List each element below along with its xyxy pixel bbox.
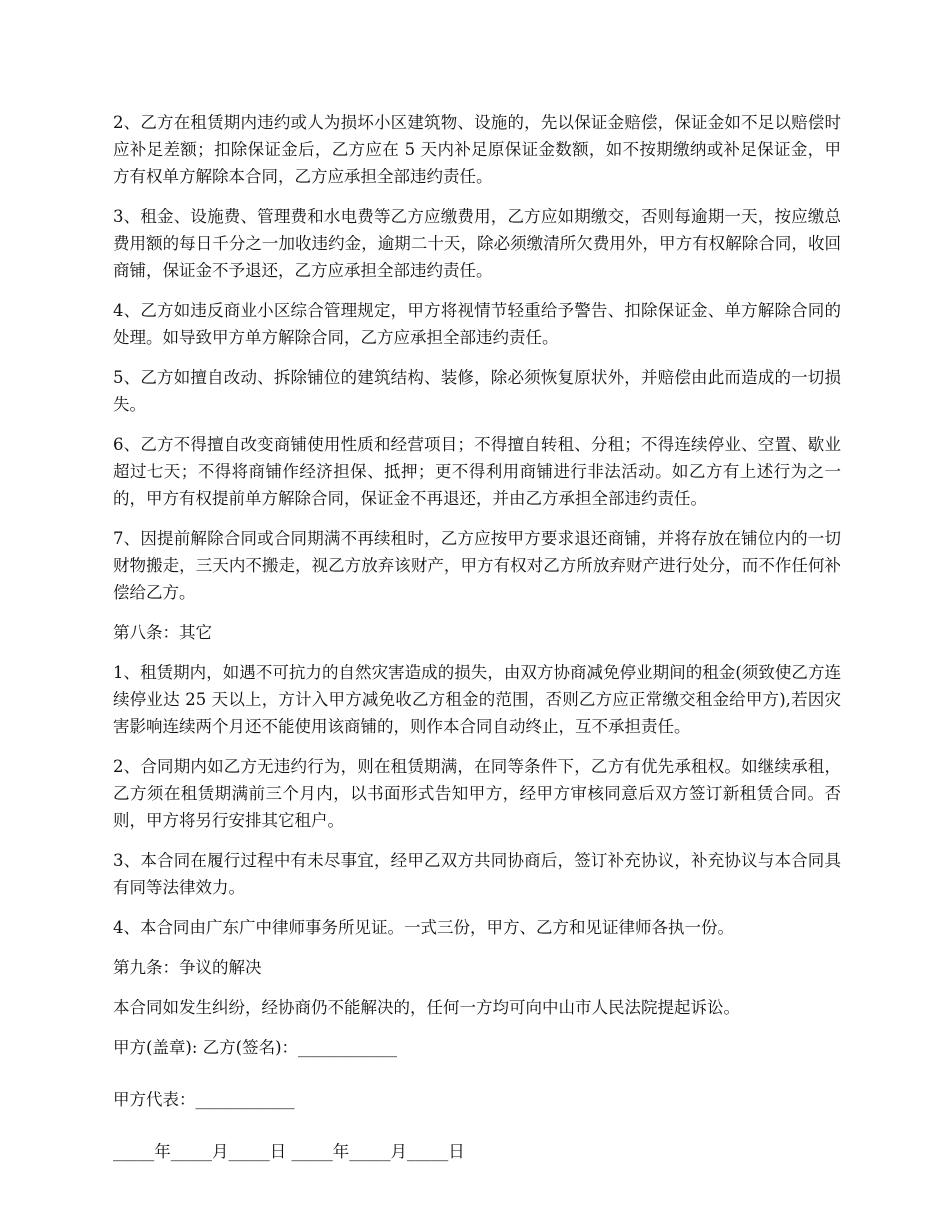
clause-7-5: 5、乙方如擅自改动、拆除铺位的建筑结构、装修，除必须恢复原状外，并赔偿由此而造成的一切损失。 — [113, 368, 841, 414]
clause-7-2: 2、乙方在租赁期内违约或人为损坏小区建筑物、设施的，先以保证金赔偿，保证金如不足以赔偿时应补足差额；扣除保证金后，乙方应在 5 天内补足原保证金数额，如不按期缴纳或补足保证金，甲方有权单方解除本合同，乙方应承担全部违约责任。 — [113, 113, 841, 186]
signature-date-line: _____年_____月_____日 _____年_____月_____日 — [113, 1142, 465, 1161]
document-body — [113, 109, 841, 1190]
clause-7-3: 3、租金、设施费、管理费和水电费等乙方应缴费用，乙方应如期缴交，否则每逾期一天，按应缴总费用额的每日千分之一加收违约金，逾期二十天，除必须缴清所欠费用外，甲方有权解除合同，收回商铺，保证金不予退还，乙方应承担全部违约责任。 — [113, 207, 841, 280]
clause-7-6: 6、乙方不得擅自改变商铺使用性质和经营项目；不得擅自转租、分租；不得连续停业、空置、歇业超过七天；不得将商铺作经济担保、抵押；更不得利用商铺进行非法活动。如乙方有上述行为之一的，甲方有权提前单方解除合同，保证金不再退还，并由乙方承担全部违约责任。 — [113, 435, 841, 508]
clause-8-2: 2、合同期内如乙方无违约行为，则在租赁期满，在同等条件下，乙方有优先承租权。如继续承租，乙方须在租赁期满前三个月内，以书面形式告知甲方，经甲方审核同意后双方签订新租赁合同。否则，甲方将另行安排其它租户。 — [113, 757, 841, 830]
clause-7-7: 7、因提前解除合同或合同期满不再续租时，乙方应按甲方要求退还商铺，并将存放在铺位内的一切财物搬走，三天内不搬走，视乙方放弃该财产，甲方有权对乙方所放弃财产进行处分，而不作任何补偿给乙方。 — [113, 529, 841, 602]
clause-8-1: 1、租赁期内，如遇不可抗力的自然灾害造成的损失，由双方协商减免停业期间的租金(须致使乙方连续停业达 25 天以上，方计入甲方减免收乙方租金的范围，否则乙方应正常缴交租金给甲方),若因灾害影响连续两个月还不能使用该商铺的，则作本合同自动终止，互不承担责任。 — [113, 663, 841, 736]
clause-9-text: 本合同如发生纠纷，经协商仍不能解决的，任何一方均可向中山市人民法院提起诉讼。 — [113, 998, 740, 1017]
signature-representative-line: 甲方代表：____________ — [113, 1090, 295, 1109]
signature-parties-line: 甲方(盖章): 乙方(签名)：____________ — [113, 1038, 398, 1057]
article-9-heading: 第九条：争议的解决 — [113, 958, 262, 977]
clause-7-4: 4、乙方如违反商业小区综合管理规定，甲方将视情节轻重给予警告、扣除保证金、单方解除合同的处理。如导致甲方单方解除合同，乙方应承担全部违约责任。 — [113, 301, 841, 347]
clause-8-3: 3、本合同在履行过程中有未尽事宜，经甲乙双方共同协商后，签订补充协议，补充协议与本合同具有同等法律效力。 — [113, 851, 841, 897]
article-8-heading: 第八条：其它 — [113, 623, 212, 642]
clause-8-4: 4、本合同由广东广中律师事务所见证。一式三份，甲方、乙方和见证律师各执一份。 — [113, 918, 734, 937]
